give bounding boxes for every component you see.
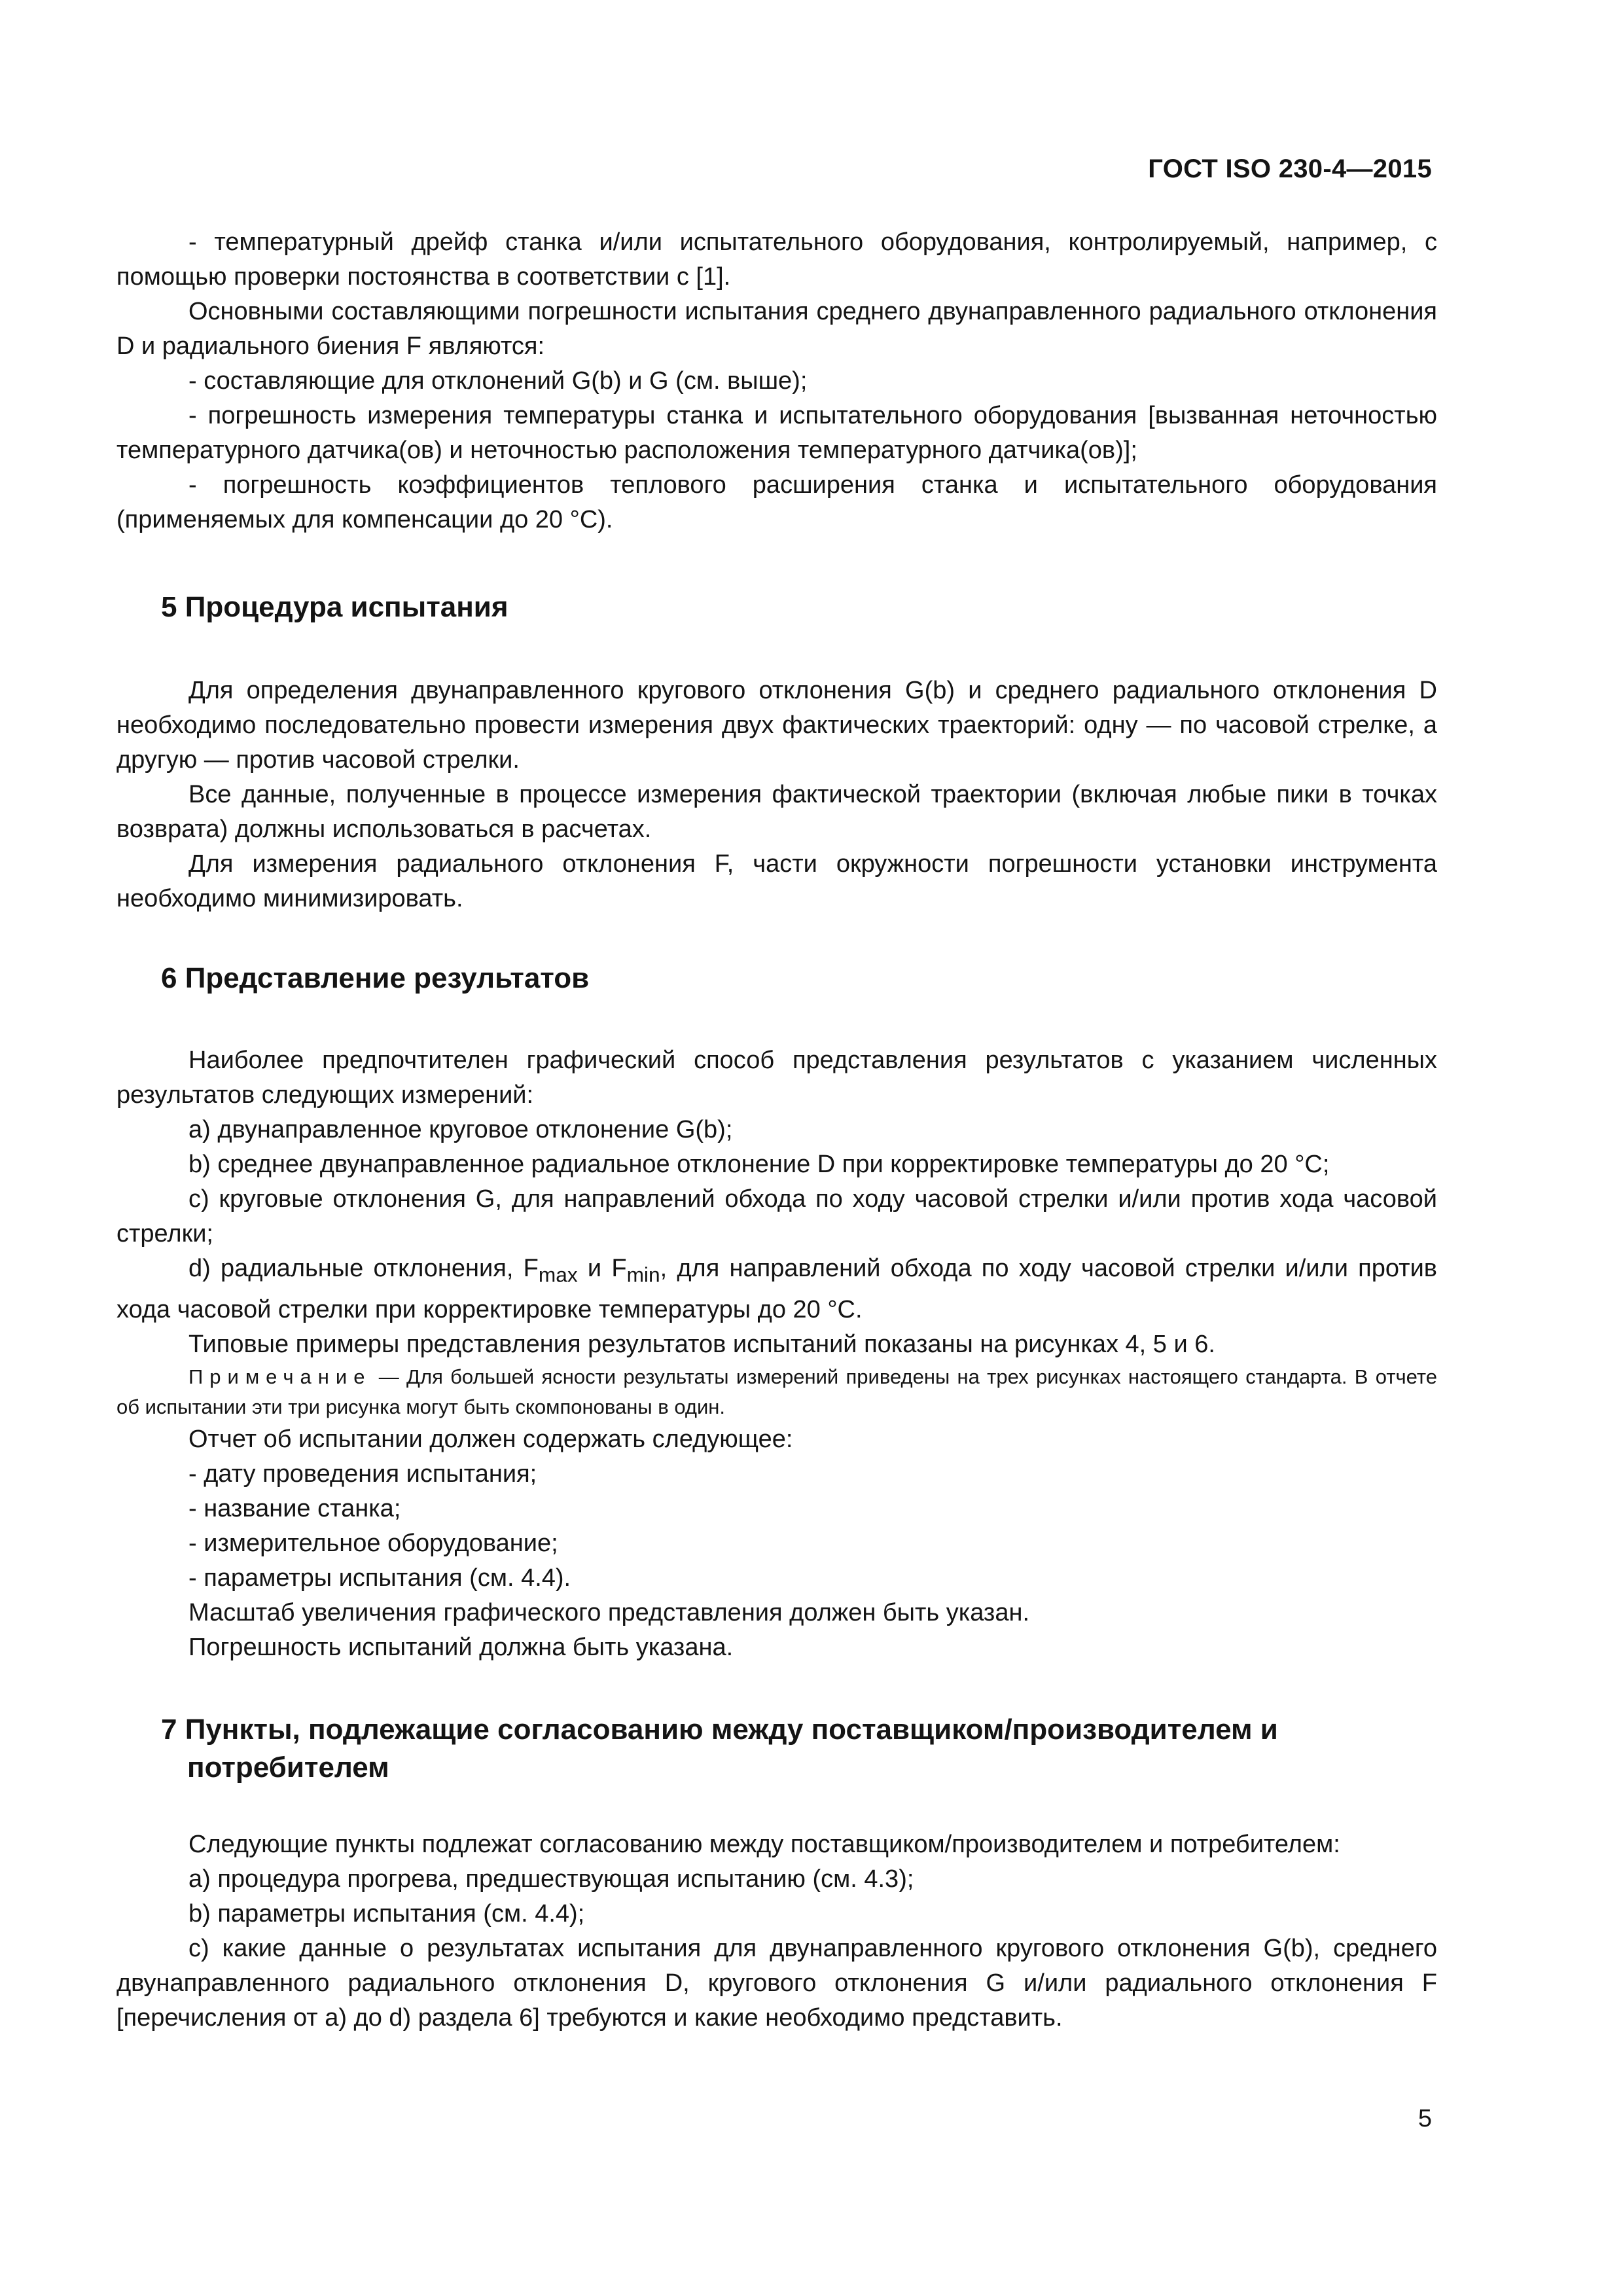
section-7-paragraph-1: Следующие пункты подлежат согласованию между поставщиком/производителем и потребителем: xyxy=(188,1830,1340,1858)
scale-paragraph: Масштаб увеличения графического представления должен быть указан. xyxy=(188,1598,1030,1626)
section-5-paragraph-1: Для определения двунаправленного кругового отклонения G(b) и среднего радиального отклонения D необходимо последовательно провести измерения двух фактических траекторий: одну — по часовой стрелке, а другую — против часовой стрелки. xyxy=(116,677,1437,774)
standard-header: ГОСТ ISO 230-4—2015 xyxy=(1148,154,1432,183)
section-6-list-item-c: с) круговые отклонения G, для направлений обхода по ходу часовой стрелки и/или против хода часовой стрелки; xyxy=(116,1185,1437,1247)
intro-list-item-3: - погрешность коэффициентов теплового расширения станка и испытательного оборудования (применяемых для компенсации до 20 °С). xyxy=(116,471,1437,533)
intro-list-item-1: - составляющие для отклонений G(b) и G (см. выше); xyxy=(188,367,808,395)
item-d-text-mid: и F xyxy=(577,1255,627,1282)
section-5-paragraph-3: Для измерения радиального отклонения F, части окружности погрешности установки инструмента необходимо минимизировать. xyxy=(116,850,1437,912)
section-6-list-item-d xyxy=(116,1251,1437,1327)
fmin-subscript: min xyxy=(626,1263,660,1287)
section-5-heading: 5 Процедура испытания xyxy=(161,591,508,623)
note-text: — Для большей ясности результаты измерений приведены на трех рисунках настоящего стандарта. В отчете об испытании эти три рисунка могут быть скомпонованы в один. xyxy=(116,1365,1437,1418)
section-7-list-item-b: b) параметры испытания (см. 4.4); xyxy=(188,1899,585,1928)
section-6-examples-paragraph: Типовые примеры представления результатов испытаний показаны на рисунках 4, 5 и 6. xyxy=(188,1330,1215,1358)
section-7-list-item-a: а) процедура прогрева, предшествующая испытанию (см. 4.3); xyxy=(188,1865,914,1893)
intro-paragraph-1: - температурный дрейф станка и/или испытательного оборудования, контролируемый, например, с помощью проверки постоянства в соответствии с [1]. xyxy=(116,228,1437,291)
section-6-heading: 6 Представление результатов xyxy=(161,962,590,994)
report-item-2: - название станка; xyxy=(188,1494,401,1522)
uncertainty-paragraph: Погрешность испытаний должна быть указана. xyxy=(188,1633,734,1661)
item-d-text-end: , для направлений обхода по ходу часовой стрелки и/или против хода часовой стрелки при корректировке температуры до 20 °С. xyxy=(116,1255,1437,1323)
intro-paragraph-2: Основными составляющими погрешности испытания среднего двунаправленного радиального отклонения D и радиального биения F являются: xyxy=(116,298,1437,360)
section-7-list-item-c: с) какие данные о результатах испытания для двунаправленного кругового отклонения G(b), среднего двунаправленного радиального отклонения D, кругового отклонения G и/или радиального отклонения F [перечисления от а) до d) раздела 6] требуются и какие необходимо представить. xyxy=(116,1934,1437,2032)
section-6-paragraph-1: Наиболее предпочтителен графический способ представления результатов с указанием численных результатов следующих измерений: xyxy=(116,1047,1437,1109)
note-label: Примечание xyxy=(188,1365,372,1388)
page-content xyxy=(116,225,1437,2036)
fmax-subscript: max xyxy=(538,1263,578,1287)
report-item-1: - дату проведения испытания; xyxy=(188,1460,537,1488)
section-6-list-item-b: b) среднее двунаправленное радиальное отклонение D при корректировке температуры до 20 °С; xyxy=(188,1151,1330,1178)
intro-list-item-2: - погрешность измерения температуры станка и испытательного оборудования [вызванная неточностью температурного датчика(ов) и неточностью расположения температурного датчика(ов)]; xyxy=(116,402,1437,464)
item-d-text-start: d) радиальные отклонения, F xyxy=(188,1255,539,1282)
section-5-paragraph-2: Все данные, полученные в процессе измерения фактической траектории (включая любые пики в точках возврата) должны использоваться в расчетах. xyxy=(116,781,1437,843)
report-item-3: - измерительное оборудование; xyxy=(188,1529,558,1557)
report-intro: Отчет об испытании должен содержать следующее: xyxy=(188,1425,793,1453)
section-6-note xyxy=(116,1362,1437,1422)
section-7-heading: 7 Пункты, подлежащие согласованию между поставщиком/производителем и потребителем xyxy=(161,1713,1278,1784)
page-number: 5 xyxy=(1418,2105,1432,2132)
section-6-list-item-a: а) двунаправленное круговое отклонение G(b); xyxy=(188,1116,733,1143)
report-item-4: - параметры испытания (см. 4.4). xyxy=(188,1564,571,1592)
